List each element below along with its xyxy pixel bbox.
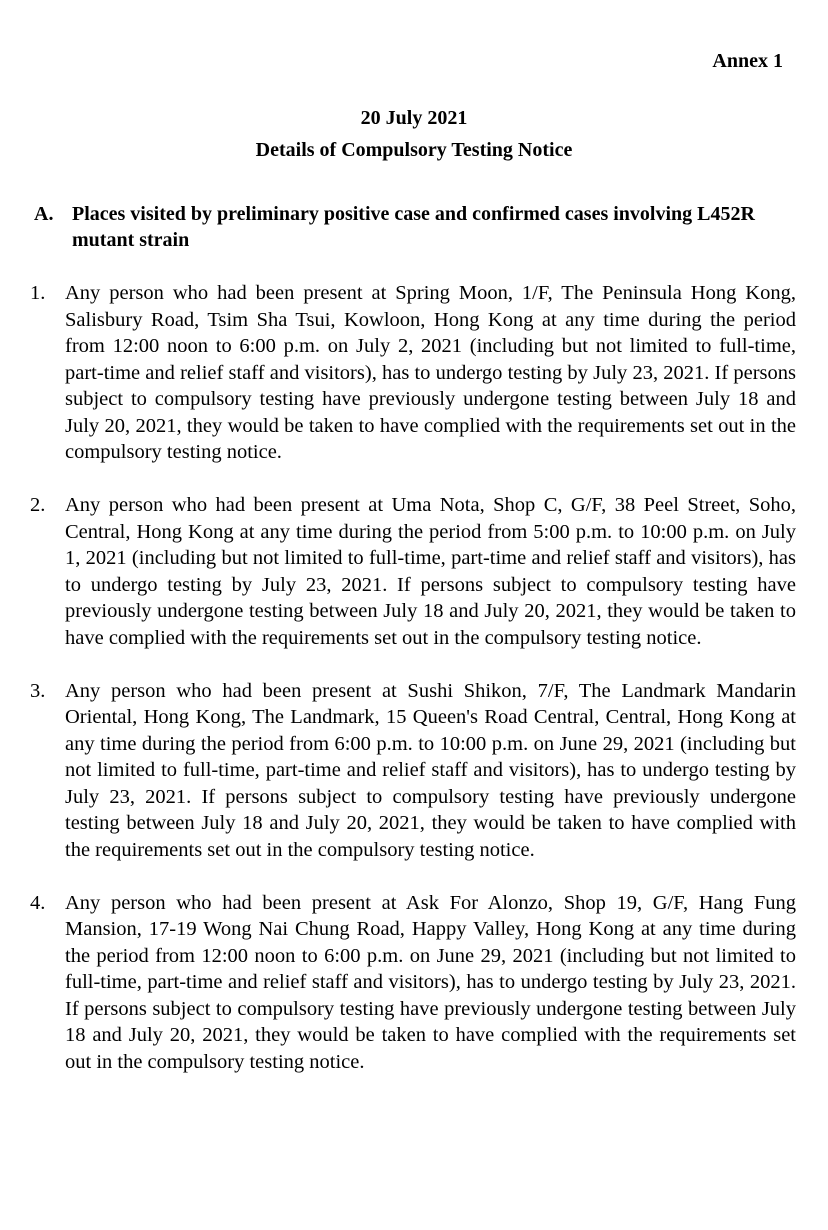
list-item xyxy=(30,280,796,466)
document-header xyxy=(0,102,828,166)
item-text: Any person who had been present at Sushi Shikon, 7/F, The Landmark Mandarin Oriental, Hong Kong, The Landmark, 15 Queen's Road Central, Central, Hong Kong at any time during the period from 6:00 p.m. to 10:00 p.m. on June 29, 2021 (including but not limited to full-time, part-time and relief staff and visitors), has to undergo testing by July 23, 2021. If persons subject to compulsory testing have previously undergone testing between July 18 and July 20, 2021, they would be taken to have complied with the requirements set out in the compulsory testing notice. xyxy=(65,679,796,861)
item-text: Any person who had been present at Ask For Alonzo, Shop 19, G/F, Hang Fung Mansion, 17-19 Wong Nai Chung Road, Happy Valley, Hong Kong at any time during the period from 12:00 noon to 6:00 p.m. on June 29, 2021 (including but not limited to full-time, part-time and relief staff and visitors), has to undergo testing by July 23, 2021. If persons subject to compulsory testing have previously undergone testing between July 18 and July 20, 2021, they would be taken to have complied with the requirements set out in the compulsory testing notice. xyxy=(65,891,796,1073)
section-letter: A. xyxy=(34,203,54,225)
document-title: Details of Compulsory Testing Notice xyxy=(255,139,573,161)
section-heading-text: Places visited by preliminary positive case and confirmed cases involving L452R mutant strain xyxy=(72,203,755,251)
item-text: Any person who had been present at Uma Nota, Shop C, G/F, 38 Peel Street, Soho, Central, Hong Kong at any time during the period from 5:00 p.m. to 10:00 p.m. on July 1, 2021 (including but not limited to full-time, part-time and relief staff and visitors), has to undergo testing by July 23, 2021. If persons subject to compulsory testing have previously undergone testing between July 18 and July 20, 2021, they would be taken to have complied with the requirements set out in the compulsory testing notice. xyxy=(65,494,796,649)
list-item xyxy=(30,890,796,1076)
list-item xyxy=(30,492,796,651)
section-heading xyxy=(34,201,796,253)
place-list xyxy=(30,280,796,1102)
document-date: 20 July 2021 xyxy=(360,107,468,129)
item-number: 1. xyxy=(30,282,46,304)
list-item xyxy=(30,678,796,864)
item-number: 2. xyxy=(30,494,46,516)
item-text: Any person who had been present at Spring Moon, 1/F, The Peninsula Hong Kong, Salisbury Road, Tsim Sha Tsui, Kowloon, Hong Kong at any time during the period from 12:00 noon to 6:00 p.m. on July 2, 2021 (including but not limited to full-time, part-time and relief staff and visitors), has to undergo testing by July 23, 2021. If persons subject to compulsory testing have previously undergone testing between July 18 and July 20, 2021, they would be taken to have complied with the requirements set out in the compulsory testing notice. xyxy=(65,282,796,463)
item-number: 4. xyxy=(30,891,46,914)
item-number: 3. xyxy=(30,679,46,702)
annex-label: Annex 1 xyxy=(712,50,783,72)
